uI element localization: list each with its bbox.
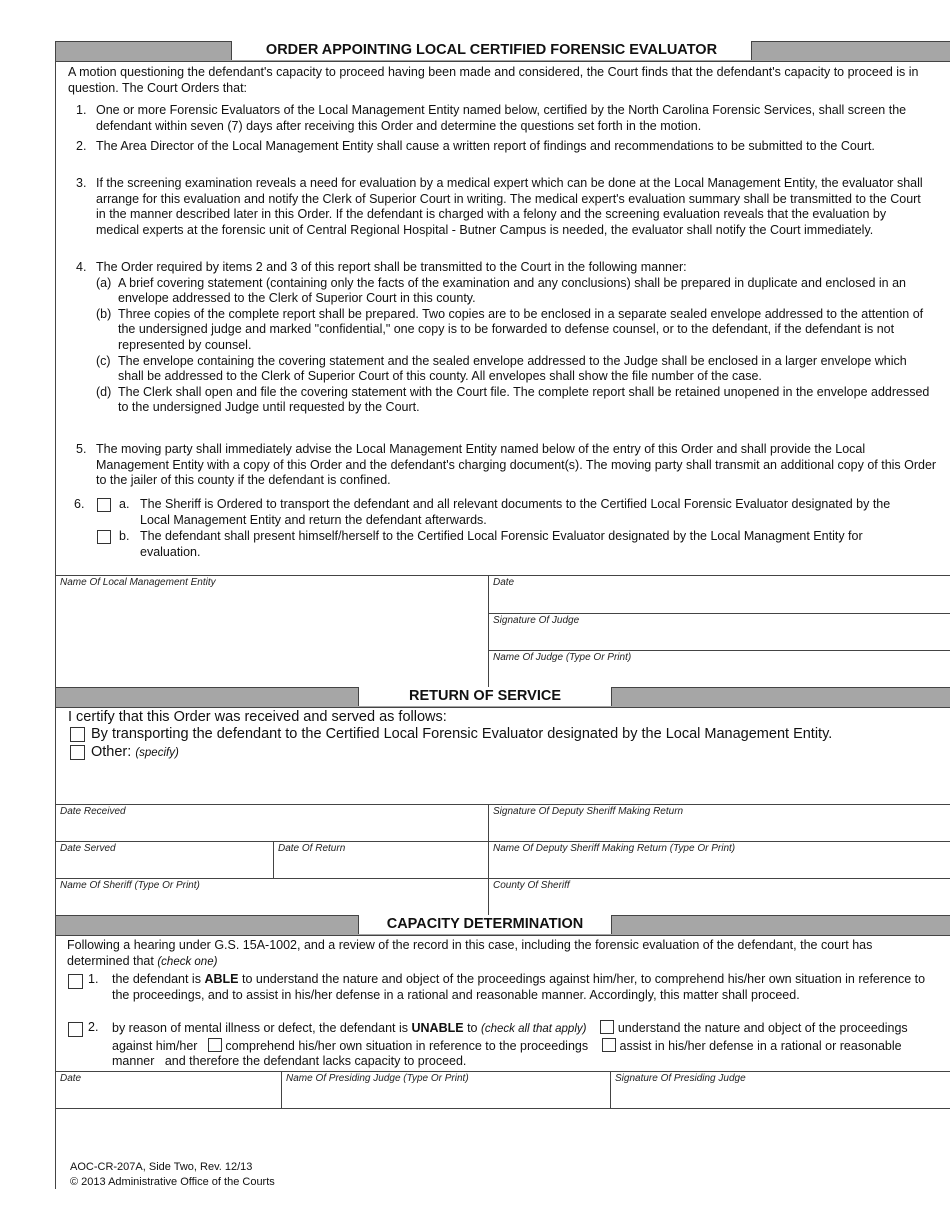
form-number: AOC-CR-207A, Side Two, Rev. 12/13 bbox=[70, 1161, 253, 1173]
subitem-text: Three copies of the complete report shall be prepared. Two copies are to be enclosed in a separate sealed envelope addressed to the attention of the undersigned judge and marked "confidential," one copy is to be forwarded to defense counsel, or to the defendant, if the defendant is not represented by counsel. bbox=[118, 306, 924, 352]
copyright: © 2013 Administrative Office of the Courts bbox=[70, 1176, 275, 1188]
date-received-label: Date Received bbox=[60, 806, 126, 817]
capacity-unable-text bbox=[112, 1020, 942, 1070]
capacity-determination-bar bbox=[56, 915, 950, 936]
capacity-able-checkbox[interactable] bbox=[68, 974, 83, 989]
order-subitem-a bbox=[96, 276, 931, 307]
self-present-checkbox[interactable] bbox=[97, 530, 111, 544]
order-title: ORDER APPOINTING LOCAL CERTIFIED FORENSIC EVALUATOR bbox=[231, 41, 752, 60]
subitem-text: A brief covering statement (containing only the facts of the examination and any conclusions) shall be prepared in duplicate and enclosed in an envelope addressed to the Clerk of Superior Court in this county. bbox=[118, 275, 906, 306]
item-number: 5. bbox=[76, 442, 87, 456]
capacity-unable-checkbox[interactable] bbox=[68, 1022, 83, 1037]
order-item-1 bbox=[76, 103, 931, 134]
capacity-intro bbox=[67, 938, 932, 970]
subitem-label: (d) bbox=[96, 384, 112, 399]
divider bbox=[273, 841, 274, 878]
capacity-opt1-number: 1. bbox=[88, 972, 99, 986]
order-item-2 bbox=[76, 139, 931, 155]
item-number: 2. bbox=[76, 139, 87, 153]
order-item-5 bbox=[76, 442, 941, 489]
judge-name-label: Name Of Judge (Type Or Print) bbox=[493, 652, 632, 663]
order-intro: A motion questioning the defendant's capacity to proceed having been made and considered, the Court finds that the defendant's capacity to proceed is in question. The Court Orders that: bbox=[68, 65, 919, 95]
item-6a-text: The Sheriff is Ordered to transport the defendant and all relevant documents to the Certified Local Forensic Evaluator designated by the Local Management Entity and return the defendant afterwards. bbox=[140, 497, 891, 527]
item-text: The Order required by items 2 and 3 of this report shall be transmitted to the Court in the following manner: bbox=[96, 260, 687, 274]
order-item-3 bbox=[76, 176, 931, 238]
capacity-determination-title: CAPACITY DETERMINATION bbox=[358, 915, 612, 934]
unable-to: to bbox=[467, 1021, 478, 1035]
item-number: 4. bbox=[76, 260, 87, 274]
deputy-signature-label: Signature Of Deputy Sheriff Making Return bbox=[493, 806, 684, 817]
service-other bbox=[91, 743, 179, 762]
subitem-label: (b) bbox=[96, 306, 112, 321]
subitem-label: (c) bbox=[96, 353, 111, 368]
able-keyword: ABLE bbox=[204, 972, 239, 986]
item-number: 1. bbox=[76, 103, 87, 117]
judge-signature-label: Signature Of Judge bbox=[493, 615, 580, 626]
unable-understand-text: understand the nature and object of the proceedings against him/her bbox=[112, 1021, 908, 1053]
footer bbox=[70, 1160, 275, 1190]
subitem-label: (a) bbox=[96, 275, 112, 290]
capacity-date-label: Date bbox=[60, 1073, 82, 1084]
capacity-intro-hint: (check one) bbox=[157, 955, 218, 968]
service-certify-text: I certify that this Order was received and served as follows: bbox=[68, 709, 447, 725]
order-item-6-number: 6. bbox=[74, 497, 85, 511]
capacity-intro-text: Following a hearing under G.S. 15A-1002, and a review of the record in this case, including the forensic evaluation of the defendant, the court has determined that bbox=[67, 938, 873, 968]
return-of-service-title: RETURN OF SERVICE bbox=[358, 687, 612, 706]
item-6a-label: a. bbox=[119, 497, 130, 511]
deputy-name-label: Name Of Deputy Sheriff Making Return (Type Or Print) bbox=[493, 843, 736, 854]
unable-comprehend-text: comprehend his/her own situation in reference to the proceedings bbox=[225, 1038, 589, 1053]
item-text: One or more Forensic Evaluators of the Local Management Entity named below, certified by the North Carolina Forensic Services, shall screen the defendant within seven (7) days after receiving this Order and determine the questions set forth in the motion. bbox=[96, 103, 907, 133]
divider bbox=[488, 613, 950, 614]
date-of-return-label: Date Of Return bbox=[278, 843, 346, 854]
item-text: The moving party shall immediately advise the Local Management Entity named below of the entry of this Order and shall provide the Local Management Entity with a copy of this Order and the defendant's charging document(s). The moving party shall transmit an additional copy of this Order to the jailer of this county if the defendant is confined. bbox=[96, 442, 937, 488]
item-text: If the screening examination reveals a need for evaluation by a medical expert which can be done at the Local Management Entity, the evaluator shall arrange for this evaluation and notify the Clerk of Superior Court in writing. The medical expert's evaluation summary shall be transmitted to the Court in the manner described later in this Order. If the defendant is charged with a felony and the screening evaluation reveals that the evaluation by medical experts at the forensic unit of Central Regional Hospital - Butner Campus is needed, the evaluator shall notify the Court immediately. bbox=[96, 176, 923, 237]
service-other-checkbox[interactable] bbox=[70, 745, 85, 760]
order-subitem-c bbox=[96, 354, 931, 385]
divider bbox=[488, 804, 489, 915]
unable-assist-text: assist in his/her defense in a rational or reasonable manner bbox=[112, 1038, 902, 1069]
subitem-text: The envelope containing the covering statement and the sealed envelope addressed to the Judge shall be enclosed in a larger envelope which shall be addressed to the Clerk of Superior Court of this county. All envelopes shall show the file number of the case. bbox=[118, 353, 907, 384]
date-served-label: Date Served bbox=[60, 843, 116, 854]
sheriff-name-label: Name Of Sheriff (Type Or Print) bbox=[60, 880, 200, 891]
divider bbox=[488, 650, 950, 651]
date-label: Date bbox=[493, 577, 515, 588]
able-pre: the defendant is bbox=[112, 972, 201, 986]
service-transport-text: By transporting the defendant to the Certified Local Forensic Evaluator designated by the Local Management Entity. bbox=[91, 726, 833, 742]
divider bbox=[610, 1071, 611, 1108]
unable-hint: (check all that apply) bbox=[481, 1023, 587, 1035]
item-text: The Area Director of the Local Management Entity shall cause a written report of findings and recommendations to be submitted to the Court. bbox=[96, 139, 875, 153]
form-page bbox=[55, 41, 950, 1189]
service-transport-checkbox[interactable] bbox=[70, 727, 85, 742]
item-6b-label: b. bbox=[119, 529, 130, 543]
item-number: 3. bbox=[76, 176, 87, 190]
divider bbox=[56, 841, 950, 842]
divider bbox=[56, 804, 950, 805]
presiding-judge-signature-label: Signature Of Presiding Judge bbox=[615, 1073, 746, 1084]
unable-end: and therefore the defendant lacks capacity to proceed. bbox=[164, 1054, 467, 1069]
order-item-4 bbox=[76, 260, 931, 416]
capacity-able-text bbox=[112, 972, 932, 1003]
return-of-service-bar bbox=[56, 687, 950, 708]
order-title-bar bbox=[56, 41, 950, 62]
unable-understand-checkbox[interactable] bbox=[600, 1020, 614, 1034]
order-subitem-d bbox=[96, 385, 931, 416]
service-other-hint: (specify) bbox=[135, 747, 179, 759]
divider bbox=[281, 1071, 282, 1108]
unable-comprehend-checkbox[interactable] bbox=[208, 1038, 222, 1052]
item-6b-text: The defendant shall present himself/herself to the Certified Local Forensic Evaluator designated by the Local Managment Entity for evaluation. bbox=[140, 529, 863, 559]
unable-pre: by reason of mental illness or defect, the defendant is bbox=[112, 1021, 409, 1035]
transport-checkbox[interactable] bbox=[97, 498, 111, 512]
subitem-text: The Clerk shall open and file the covering statement with the Court file. The complete report shall be retained unopened in the envelope addressed to the undersigned Judge until requested by the Court. bbox=[118, 384, 930, 415]
unable-keyword: UNABLE bbox=[411, 1021, 464, 1035]
able-post: to understand the nature and object of the proceedings against him/her, to comprehend his/her own situation in reference to the proceedings, and to assist in his/her defense in a rational and reasonable manner. Accordingly, this matter shall proceed. bbox=[112, 972, 926, 1002]
order-subitem-b bbox=[96, 307, 931, 354]
capacity-opt2-number: 2. bbox=[88, 1020, 99, 1034]
divider bbox=[56, 1108, 950, 1109]
unable-assist-checkbox[interactable] bbox=[602, 1038, 616, 1052]
divider bbox=[56, 575, 950, 576]
lme-name-label: Name Of Local Management Entity bbox=[60, 577, 216, 588]
sheriff-county-label: County Of Sheriff bbox=[493, 880, 570, 891]
divider bbox=[488, 575, 489, 687]
presiding-judge-name-label: Name Of Presiding Judge (Type Or Print) bbox=[286, 1073, 469, 1084]
divider bbox=[56, 878, 950, 879]
divider bbox=[56, 1071, 950, 1072]
service-other-label: Other: bbox=[91, 744, 132, 760]
